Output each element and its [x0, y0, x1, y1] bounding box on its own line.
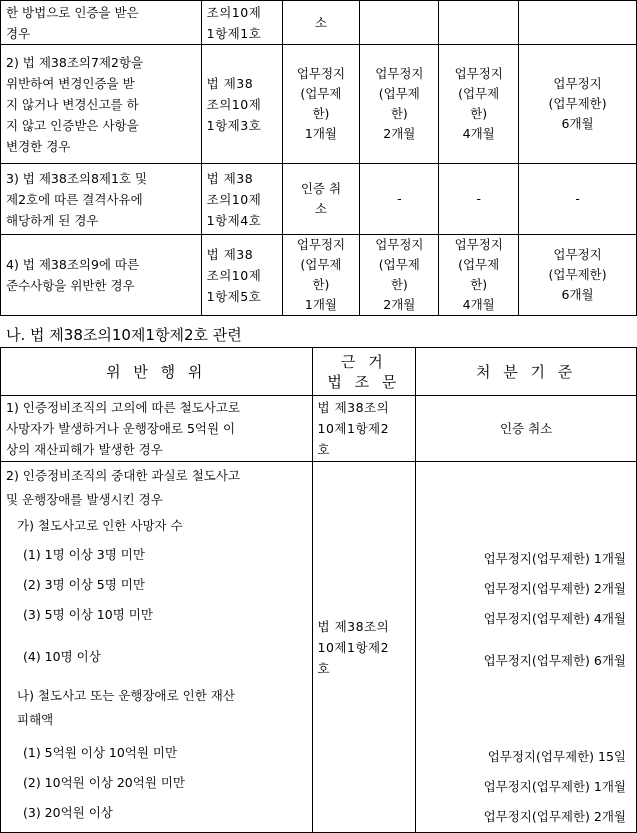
- penalty-cell-4th: -: [519, 164, 637, 235]
- penalty-cell-2nd: 업무정지 (업무제 한) 2개월: [360, 235, 439, 316]
- penalty-item: 업무정지(업무제한) 4개월: [483, 611, 626, 626]
- list-item: (3) 5명 이상 10명 미만: [23, 607, 153, 622]
- penalty-cell-1st: 업무정지 (업무제 한) 1개월: [282, 235, 360, 316]
- subgroup-title: 나) 철도사고 또는 운행장애로 인한 재산 피해액: [17, 688, 235, 727]
- law-cell: 법 제38 조의10제 1항제3호: [201, 45, 282, 164]
- penalty-cell-4th: 업무정지 (업무제한) 6개월: [519, 45, 637, 164]
- penalty-cell: [416, 462, 637, 833]
- subgroup-a-items: [1, 540, 312, 684]
- subgroup-title: 가) 철도사고로 인한 사망자 수: [17, 518, 183, 533]
- violation-cell: [1, 462, 313, 833]
- spacer: [416, 688, 636, 742]
- header-violation: 위 반 행 위: [1, 348, 313, 396]
- penalty-item: 업무정지(업무제한) 1개월: [483, 551, 626, 566]
- list-item: (1) 1명 이상 3명 미만: [23, 547, 145, 562]
- law-cell: 법 제38조의 10제1항제2 호: [312, 396, 416, 462]
- penalty-item: 업무정지(업무제한) 2개월: [483, 581, 626, 596]
- list-item: (4) 10명 이상: [23, 649, 101, 664]
- penalty-item: 업무정지(업무제한) 1개월: [483, 779, 626, 794]
- violation-cell: 3) 법 제38조의8제1호 및 제2호에 따른 결격사유에 해당하게 된 경우: [1, 164, 202, 235]
- penalty-cell-4th: 업무정지 (업무제한) 6개월: [519, 235, 637, 316]
- penalty-cell-4th: [519, 1, 637, 45]
- table-row: [1, 45, 637, 164]
- penalty-cell-2nd: 업무정지 (업무제 한) 2개월: [360, 45, 439, 164]
- header-penalty: 처 분 기 준: [416, 348, 637, 396]
- penalty-item: 업무정지(업무제한) 6개월: [483, 653, 626, 668]
- table-row: [1, 1, 637, 45]
- violation-cell: 한 방법으로 인증을 받은 경우: [1, 1, 202, 45]
- penalty-item: 업무정지(업무제한) 15일: [487, 749, 626, 764]
- penalty-cell-3rd: 업무정지 (업무제 한) 4개월: [439, 45, 519, 164]
- violation-intro: 2) 인증정비조직의 중대한 과실로 철도사고 및 운행장애를 발생시킨 경우: [6, 468, 240, 507]
- violation-cell: 4) 법 제38조의9에 따른 준수사항을 위반한 경우: [1, 235, 202, 316]
- penalty-cell-3rd: -: [439, 164, 519, 235]
- spacer: [416, 464, 636, 544]
- list-item: (2) 3명 이상 5명 미만: [23, 577, 145, 592]
- header-law: 근 거 법 조 문: [312, 348, 416, 396]
- law-cell: 조의10제 1항제1호: [201, 1, 282, 45]
- list-item: (2) 10억원 이상 20억원 미만: [23, 775, 186, 790]
- law-cell: 법 제38조의 10제1항제2 호: [312, 462, 416, 833]
- penalty-cell-3rd: 업무정지 (업무제 한) 4개월: [439, 235, 519, 316]
- penalty-cell-1st: 소: [282, 1, 360, 45]
- law-cell: 법 제38 조의10제 1항제4호: [201, 164, 282, 235]
- penalty-cell: 인증 취소: [416, 396, 637, 462]
- list-item: (3) 20억원 이상: [23, 805, 113, 820]
- penalty-cell-1st: 업무정지 (업무제 한) 1개월: [282, 45, 360, 164]
- table-row: [1, 164, 637, 235]
- penalty-cell-2nd: -: [360, 164, 439, 235]
- penalty-item: 업무정지(업무제한) 2개월: [483, 809, 626, 824]
- penalty-table-b: [0, 347, 637, 833]
- penalty-table-a: [0, 0, 637, 316]
- subgroup-b-items: [1, 738, 312, 828]
- header-row: [1, 348, 637, 396]
- table-row: [1, 462, 637, 833]
- penalty-cell-1st: 인증 취 소: [282, 164, 360, 235]
- violation-cell: 1) 인증정비조직의 고의에 따른 철도사고로 사망자가 발생하거나 운행장애로 5억원 이 상의 재산피해가 발생한 경우: [1, 396, 313, 462]
- list-item: (1) 5억원 이상 10억원 미만: [23, 745, 178, 760]
- violation-cell: 2) 법 제38조의7제2항을 위반하여 변경인증을 받 지 않거나 변경신고를 하 지 않고 인증받은 사항을 변경한 경우: [1, 45, 202, 164]
- penalty-cell-3rd: [439, 1, 519, 45]
- penalty-cell-2nd: [360, 1, 439, 45]
- law-cell: 법 제38 조의10제 1항제5호: [201, 235, 282, 316]
- table-row: [1, 235, 637, 316]
- table-row: [1, 396, 637, 462]
- section-title: 나. 법 제38조의10제1항제2호 관련: [6, 326, 242, 344]
